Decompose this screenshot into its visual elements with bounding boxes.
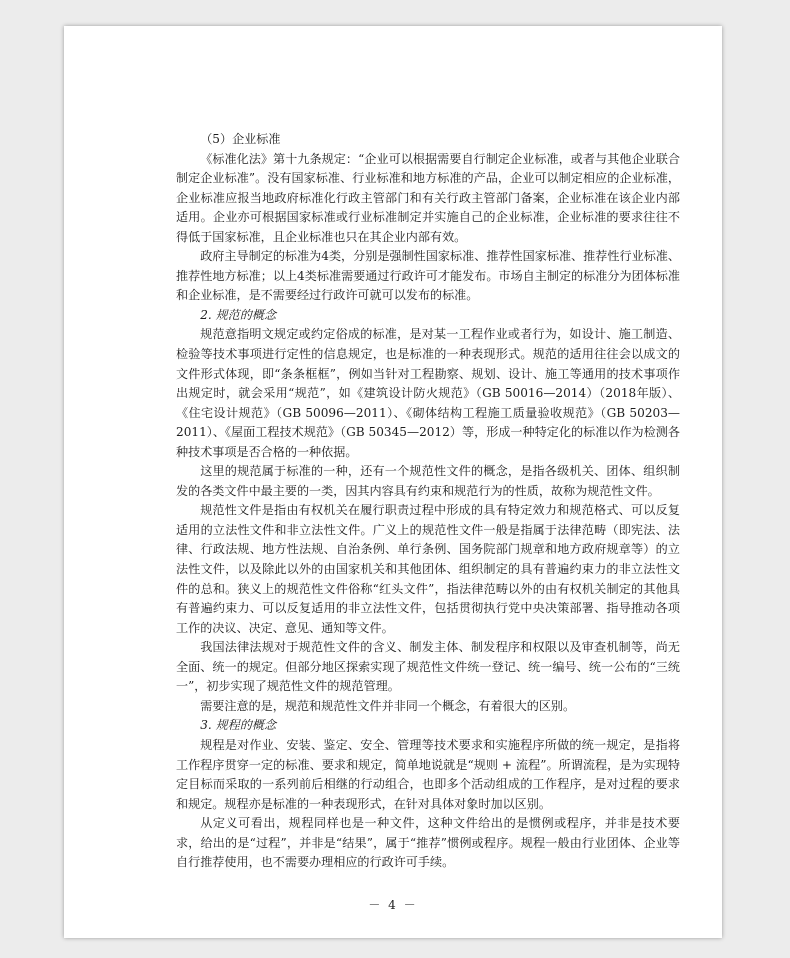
paragraph: 从定义可看出，规程同样也是一种文件，这种文件给出的是惯例或程序，并非是技术要求，给出的是“过程”，并非是“结果”，属于“推荐”惯例或程序。规程一般由行业团体、企业等自行推荐使用，也不需要办理相应的行政许可手续。: [176, 816, 680, 870]
page-number: － 4 －: [368, 898, 418, 912]
page-content: [176, 130, 680, 873]
paragraph: 规范意指明文规定或约定俗成的标准，是对某一工程作业或者行为，如设计、施工制造、检验等技术事项进行定性的信息规定，也是标准的一种表现形式。规范的适用往往会以成文的文件形式体现，即“条条框框”，例如当针对工程勘察、规划、设计、施工等通用的技术事项作出规定时，就会采用“规范”，如《建筑设计防火规范》（GB 50016—2014）（2018年版）、《住宅设计规范》（GB 50096—2011）、《砌体结构工程施工质量验收规范》（GB 50203—2011）、《屋面工程技术规范》（GB 50345—2012）等，形成一种特定化的标准以作为检测各种技术事项是否合格的一种依据。: [176, 327, 680, 459]
paragraph: 政府主导制定的标准为4类，分别是强制性国家标准、推荐性国家标准、推荐性行业标准、推荐性地方标准；以上4类标准需要通过行政许可才能发布。市场自主制定的标准分为团体标准和企业标准，是不需要经过行政许可就可以发布的标准。: [176, 249, 680, 303]
section-heading-enterprise-standard: （5）企业标准: [200, 132, 281, 146]
paragraph: 这里的规范属于标准的一种，还有一个规范性文件的概念，是指各级机关、团体、组织制发的各类文件中最主要的一类，因其内容具有约束和规范行为的性质，故称为规范性文件。: [176, 464, 680, 498]
paragraph: 《标准化法》第十九条规定：“企业可以根据需要自行制定企业标准，或者与其他企业联合制定企业标准”。没有国家标准、行业标准和地方标准的产品，企业可以制定相应的企业标准，企业标准应报当地政府标准化行政主管部门和有关行政主管部门备案，企业标准在该企业内部适用。企业亦可根据国家标准或行业标准制定并实施自己的企业标准，企业标准的要求往往不得低于国家标准，且企业标准也只在其企业内部有效。: [176, 151, 680, 244]
paragraph: 规范性文件是指由有权机关在履行职责过程中形成的具有特定效力和规范格式、可以反复适用的立法性文件和非立法性文件。广义上的规范性文件一般是指属于法律范畴（即宪法、法律、行政法规、地方性法规、自治条例、单行条例、国务院部门规章和地方政府规章等）的立法性文件，以及除此以外的由国家机关和其他团体、组织制定的具有普遍约束力的非立法性文件的总和。狭义上的规范性文件俗称“红头文件”，指法律范畴以外的由有权机关制定的其他具有普遍约束力、可以反复适用的非立法性文件，包括贯彻执行党中央决策部署、指导推动各项工作的决议、决定、意见、通知等文件。: [176, 503, 680, 635]
paragraph: 需要注意的是，规范和规范性文件并非同一个概念，有着很大的区别。: [200, 698, 576, 713]
paragraph: 我国法律法规对于规范性文件的含义、制发主体、制发程序和权限以及审查机制等，尚无全面、统一的规定。但部分地区探索实现了规范性文件统一登记、统一编号、统一公布的“三统一”，初步实现了规范性文件的规范管理。: [176, 640, 680, 694]
section-heading-norm-concept: 2. 规范的概念: [200, 307, 277, 322]
document-page: [64, 26, 722, 938]
section-heading-procedure-concept: 3. 规程的概念: [200, 718, 277, 733]
paragraph: 规程是对作业、安装、鉴定、安全、管理等技术要求和实施程序所做的统一规定，是指将工作程序贯穿一定的标准、要求和规定，简单地说就是“规则 + 流程”。所谓流程，是为实现特定目标而采取的一系列前后相继的行动组合，也即多个活动组成的工作程序，是对过程的要求和规定。规程亦是标准的一种表现形式，在针对具体对象时加以区别。: [176, 737, 680, 811]
